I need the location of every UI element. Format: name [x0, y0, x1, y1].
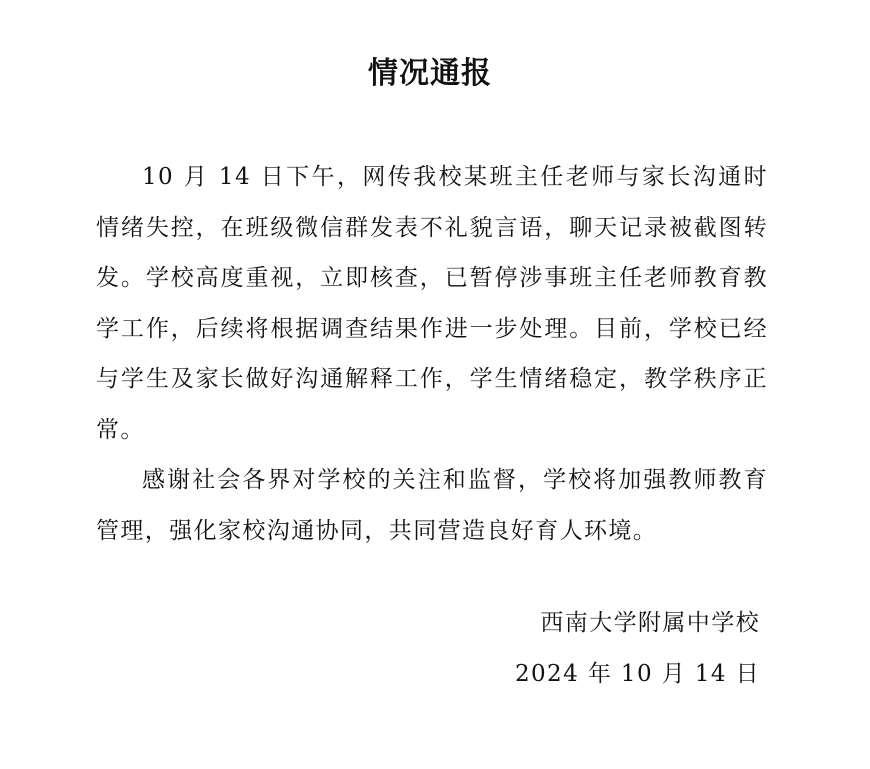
issuing-organization: 西南大学附属中学校: [540, 610, 760, 636]
signature-block: [515, 598, 760, 699]
document-body: [96, 152, 768, 556]
body-paragraph: 感谢社会各界对学校的关注和监督，学校将加强教师教育管理，强化家校沟通协同，共同营造良好育人环境。: [96, 467, 768, 544]
body-paragraph: 10 月 14 日下午，网传我校某班主任老师与家长沟通时情绪失控，在班级微信群发表不礼貌言语，聊天记录被截图转发。学校高度重视，立即核查，已暂停涉事班主任老师教育教学工作，后续将根据调查结果作进一步处理。目前，学校已经与学生及家长做好沟通解释工作，学生情绪稳定，教学秩序正常。: [96, 164, 768, 443]
issue-date: 2024 年 10 月 14 日: [514, 660, 760, 687]
page-title: 情况通报: [368, 56, 492, 91]
